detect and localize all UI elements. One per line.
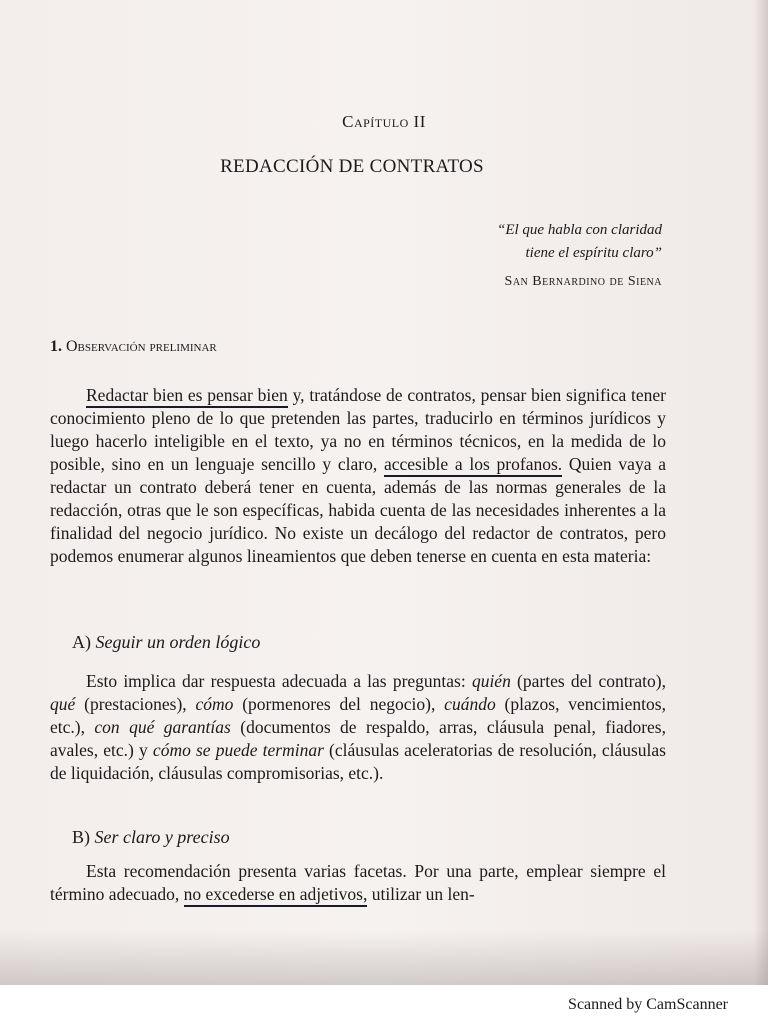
epigraph-line-2: tiene el espíritu claro” [525,245,662,261]
paragraph-1-text-b: Quien vaya a redactar un contrato deberá tener en cuenta, además de las normas generales de la redacción, otras que le son específicas, habida cuenta de las necesidades inherentes a la finalidad del negocio jurídico. No existe un decálogo del redactor de contratos, pero podemos enumerar algunos lineamientos que deben tenerse en cuenta en esta materia: [50,454,666,566]
paragraph-2-text-3: (prestaciones), [75,694,196,714]
section-title: Observación preliminar [66,338,217,355]
subheading-b-title: Ser claro y preciso [94,827,230,847]
epigraph-author: San Bernardino de Siena [504,274,662,289]
paragraph-2-italic-2: qué [50,694,76,714]
section-heading [50,338,217,356]
subheading-b-letter: B) [72,827,90,847]
subheading-a [72,632,260,653]
section-number: 1. [50,338,62,355]
chapter-label: Capítulo II [342,112,426,131]
paragraph-2-text-1: Esto implica dar respuesta adecuada a las preguntas: [86,671,472,691]
underlined-phrase-3: no excederse en adjetivos, [184,884,368,907]
paragraph-2 [50,670,666,785]
paragraph-2-text-7: (cláusulas aceleratorias de resolución, cláusulas de liquidación, cláusulas compromisorias, etc.). [50,740,666,783]
paragraph-1 [50,384,666,568]
paragraph-2-italic-5: con qué garantías [94,717,231,737]
epigraph [497,219,662,265]
epigraph-line-1: “El que habla con claridad [497,222,662,238]
paragraph-2-text-6: (documentos de respaldo, arras, cláusula penal, fiadores, avales, etc.) y [50,717,666,760]
subheading-b [72,827,230,848]
subheading-a-letter: A) [72,632,91,652]
paragraph-3-text-2: utilizar un len- [367,884,475,904]
page-bottom-shadow [0,930,768,985]
paragraph-2-italic-6: cómo se puede terminar [152,740,324,760]
page-edge-shadow [754,0,768,985]
subheading-a-title: Seguir un orden lógico [95,632,261,652]
paragraph-2-text-2: (partes del contrato), [510,671,666,691]
chapter-title: REDACCIÓN DE CONTRATOS [220,156,484,177]
underlined-phrase-1: Redactar bien es pensar bien [86,385,288,408]
paragraph-2-italic-3: cómo [195,694,234,714]
paragraph-2-italic-1: quién [471,671,511,691]
paragraph-2-text-4: (pormenores del negocio), [233,694,445,714]
scanner-watermark: Scanned by CamScanner [568,996,728,1013]
paragraph-3-text-1: Esta recomendación presenta varias facetas. Por una parte, emplear siempre el término adecuado, [50,861,666,904]
paragraph-2-italic-4: cuándo [444,694,496,714]
underlined-phrase-2: accesible a los profanos. [384,454,562,477]
paragraph-3 [50,860,666,906]
paragraph-1-text-a: y, tratándose de contratos, pensar bien significa tener conocimiento pleno de lo que pretenden las partes, traducirlo en términos jurídicos y luego hacerlo inteligible en el texto, ya no en términos técnicos, en la medida de lo posible, sino en un lenguaje sencillo y claro, [50,385,666,474]
paragraph-2-text-5: (plazos, vencimientos, etc.), [50,694,666,737]
